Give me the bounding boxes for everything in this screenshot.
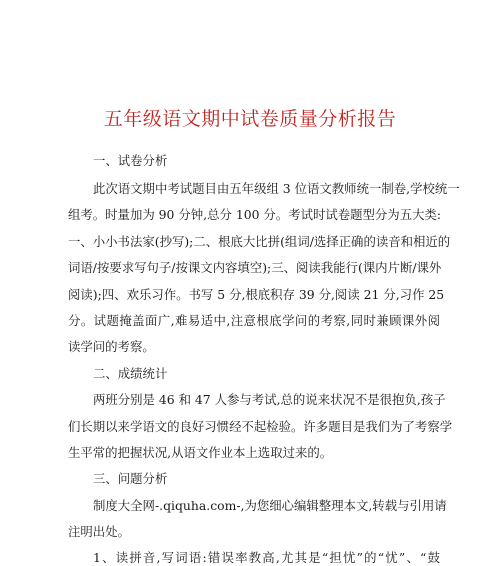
paragraph-line: 生平常的把握状况,从语文作业本上选取过来的。 xyxy=(68,445,333,460)
paragraph-line: 组考。时量加为 90 分钟,总分 100 分。考试时试卷题型分为五大类: xyxy=(68,207,442,222)
paragraph-line: 分。试题掩盖面广,难易适中,注意根底学问的考察,同时兼顾课外阅 xyxy=(68,313,440,328)
paragraph-line: 读学问的考察。 xyxy=(68,339,155,354)
paragraph-line: 一、小小书法家(抄写);二、根底大比拼(组词/选择正确的读音和相近的 xyxy=(68,234,451,249)
paragraph-line: 注明出处。 xyxy=(68,524,130,539)
paragraph-line: 制度大全网-.qiquha.com-,为您细心编辑整理本文,转载与引用请 xyxy=(93,498,447,513)
paragraph-line: 1、读拼音,写词语:错误率教高,尤其是“担忧”的“忧”、“鼓 xyxy=(93,550,440,565)
paragraph-line: 阅读);四、欢乐习作。书写 5 分,根底积存 39 分,阅读 21 分,习作 25 xyxy=(68,287,445,302)
document-title: 五年级语文期中试卷质量分析报告 xyxy=(103,108,397,130)
paragraph-line: 词语/按要求写句子/按课文内容填空);三、阅读我能行(课内片断/课外 xyxy=(68,260,442,275)
section-heading-3: 三、问题分析 xyxy=(93,471,168,486)
section-heading-2: 二、成绩统计 xyxy=(93,366,168,381)
paragraph-line: 两班分别是 46 和 47 人参与考试,总的说来状况不是很抱负,孩子 xyxy=(93,392,446,407)
paragraph-line: 此次语文期中考试题目由五年级组 3 位语文教师统一制卷,学校统一 xyxy=(93,181,460,196)
paragraph-line: 们长期以来学语文的良好习惯经不起检验。许多题目是我们为了考察学 xyxy=(68,419,453,434)
section-heading-1: 一、试卷分析 xyxy=(93,153,168,168)
